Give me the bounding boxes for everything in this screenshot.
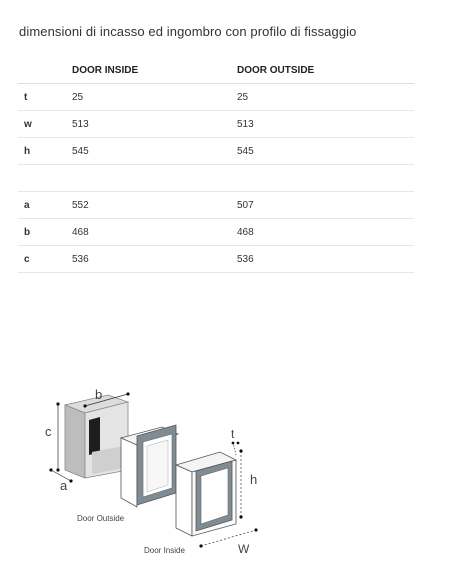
row-key [18,165,72,192]
page-title: dimensioni di incasso ed ingombro con profilo di fissaggio [19,24,357,39]
row-outside-value: 545 [237,138,414,165]
dimensions-table [18,58,414,273]
table-row [18,111,414,138]
row-outside-value: 536 [237,246,414,273]
row-inside-value: 25 [72,84,237,111]
row-inside-value: 513 [72,111,237,138]
row-outside-value: 513 [237,111,414,138]
header-door-outside: DOOR OUTSIDE [237,58,414,84]
row-inside-value: 468 [72,219,237,246]
table-row [18,246,414,273]
dimension-t [232,442,240,455]
dimension-h [239,449,242,518]
row-key: t [18,84,72,111]
row-inside-value: 536 [72,246,237,273]
table-row [18,84,414,111]
table-row [18,192,414,219]
label-c: c [45,424,52,439]
row-key: a [18,192,72,219]
row-outside-value: 25 [237,84,414,111]
dimension-c [56,402,59,471]
row-inside-value: 545 [72,138,237,165]
row-key: c [18,246,72,273]
row-key: b [18,219,72,246]
label-b: b [95,387,103,402]
row-outside-value: 507 [237,192,414,219]
row-inside-value [72,165,237,192]
row-outside-value: 468 [237,219,414,246]
label-h: h [250,472,258,487]
diagram-svg [0,370,452,584]
row-key: h [18,138,72,165]
table-row [18,138,414,165]
row-key: w [18,111,72,138]
appliance-door-inside [176,452,236,536]
label-t: t [231,427,235,441]
label-w: W [238,542,250,556]
table-row [18,219,414,246]
header-door-inside: DOOR INSIDE [72,58,237,84]
caption-door-outside: Door Outside [77,514,125,523]
label-a: a [60,478,68,493]
recess-box [65,395,128,478]
appliance-door-outside [121,425,178,507]
caption-door-inside: Door Inside [144,546,185,555]
header-key [18,58,72,84]
table-row-spacer [18,165,414,192]
row-inside-value: 552 [72,192,237,219]
table-header-row [18,58,414,84]
installation-diagram [0,370,452,584]
row-outside-value [237,165,414,192]
